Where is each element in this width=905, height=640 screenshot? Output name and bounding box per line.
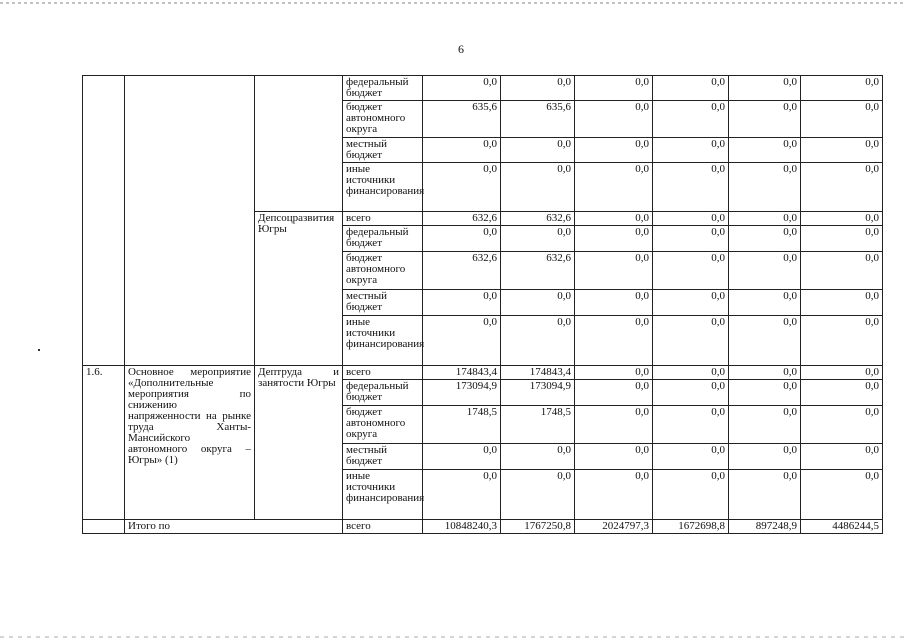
value-cell: 0,0 [575,163,653,212]
value-cell: 0,0 [801,101,883,138]
scan-bottom-edge [0,636,905,638]
value-cell: 0,0 [653,444,729,470]
value-cell: 0,0 [801,226,883,252]
value-cell: 0,0 [801,444,883,470]
value-cell: 1672698,8 [653,520,729,534]
source-cell: иные источники финансирования [343,316,423,366]
value-cell: 0,0 [501,316,575,366]
measure-cell [125,76,255,366]
value-cell: 1748,5 [501,406,575,444]
page-number: 6 [458,42,464,56]
source-cell: бюджет автономного округа [343,406,423,444]
source-cell: местный бюджет [343,444,423,470]
value-cell: 0,0 [653,380,729,406]
value-cell: 0,0 [729,226,801,252]
budget-table [82,75,883,534]
value-cell: 2024797,3 [575,520,653,534]
value-cell: 0,0 [729,470,801,520]
value-cell: 0,0 [729,101,801,138]
value-cell: 0,0 [729,212,801,226]
value-cell: 0,0 [653,76,729,101]
value-cell: 0,0 [729,406,801,444]
value-cell: 0,0 [575,316,653,366]
value-cell: 0,0 [801,290,883,316]
value-cell: 0,0 [575,138,653,163]
value-cell: 0,0 [729,380,801,406]
value-cell: 0,0 [801,316,883,366]
source-cell: бюджет автономного округа [343,101,423,138]
source-cell: иные источники финансирования [343,163,423,212]
value-cell: 0,0 [501,470,575,520]
scan-speck [38,349,40,351]
value-cell: 0,0 [423,470,501,520]
value-cell: 1767250,8 [501,520,575,534]
value-cell: 0,0 [501,290,575,316]
value-cell: 632,6 [423,252,501,290]
value-cell: 0,0 [801,470,883,520]
source-cell: местный бюджет [343,138,423,163]
value-cell: 0,0 [801,380,883,406]
value-cell: 0,0 [729,163,801,212]
value-cell: 0,0 [423,444,501,470]
value-cell: 0,0 [575,101,653,138]
row-number-cell [83,520,125,534]
row-number-cell [83,76,125,366]
value-cell: 0,0 [801,163,883,212]
value-cell: 0,0 [423,226,501,252]
value-cell: 0,0 [729,290,801,316]
table-row [83,76,883,101]
value-cell: 0,0 [423,76,501,101]
source-cell: иные источники финансирования [343,470,423,520]
value-cell: 0,0 [653,226,729,252]
value-cell: 0,0 [575,212,653,226]
executor-cell: Депсоцразвития Югры [255,212,343,366]
value-cell: 0,0 [423,316,501,366]
total-label: Итого по [125,520,343,534]
value-cell: 0,0 [653,138,729,163]
value-cell: 0,0 [801,406,883,444]
value-cell: 10848240,3 [423,520,501,534]
value-cell: 0,0 [575,380,653,406]
value-cell: 0,0 [801,138,883,163]
value-cell: 0,0 [729,444,801,470]
value-cell: 0,0 [575,252,653,290]
value-cell: 0,0 [729,316,801,366]
value-cell: 632,6 [501,252,575,290]
value-cell: 0,0 [653,290,729,316]
value-cell: 0,0 [575,226,653,252]
total-row [83,520,883,534]
source-cell: всего [343,366,423,380]
value-cell: 0,0 [801,76,883,101]
row-number-cell: 1.6. [83,366,125,520]
value-cell: 0,0 [501,226,575,252]
value-cell: 0,0 [653,406,729,444]
value-cell: 0,0 [423,290,501,316]
value-cell: 0,0 [729,138,801,163]
scan-top-edge [0,2,905,4]
value-cell: 0,0 [423,138,501,163]
value-cell: 4486244,5 [801,520,883,534]
value-cell: 0,0 [653,252,729,290]
value-cell: 0,0 [801,212,883,226]
source-cell: федеральный бюджет [343,226,423,252]
value-cell: 897248,9 [729,520,801,534]
value-cell: 0,0 [575,406,653,444]
value-cell: 173094,9 [423,380,501,406]
value-cell: 0,0 [653,101,729,138]
value-cell: 0,0 [729,366,801,380]
value-cell: 635,6 [423,101,501,138]
value-cell: 0,0 [801,366,883,380]
value-cell: 0,0 [653,163,729,212]
value-cell: 632,6 [501,212,575,226]
value-cell: 0,0 [423,163,501,212]
table-row [83,366,883,380]
value-cell: 635,6 [501,101,575,138]
value-cell: 0,0 [575,444,653,470]
value-cell: 632,6 [423,212,501,226]
value-cell: 174843,4 [501,366,575,380]
source-cell: федеральный бюджет [343,380,423,406]
value-cell: 0,0 [501,163,575,212]
value-cell: 0,0 [501,444,575,470]
executor-cell [255,76,343,212]
value-cell: 0,0 [653,316,729,366]
value-cell: 174843,4 [423,366,501,380]
value-cell: 0,0 [575,366,653,380]
value-cell: 0,0 [729,252,801,290]
value-cell: 0,0 [575,470,653,520]
value-cell: 0,0 [653,470,729,520]
source-cell: всего [343,520,423,534]
value-cell: 0,0 [501,76,575,101]
value-cell: 173094,9 [501,380,575,406]
source-cell: всего [343,212,423,226]
value-cell: 0,0 [801,252,883,290]
value-cell: 1748,5 [423,406,501,444]
source-cell: федеральный бюджет [343,76,423,101]
value-cell: 0,0 [729,76,801,101]
value-cell: 0,0 [575,290,653,316]
source-cell: бюджет автономного округа [343,252,423,290]
value-cell: 0,0 [501,138,575,163]
measure-cell: Основное мероприятие «Дополнительные мероприятия по снижению напряженности на рынке труда Ханты-Мансийского автономного округа – Югры» (1) [125,366,255,520]
value-cell: 0,0 [575,76,653,101]
executor-cell: Дептруда и занятости Югры [255,366,343,520]
value-cell: 0,0 [653,212,729,226]
value-cell: 0,0 [653,366,729,380]
source-cell: местный бюджет [343,290,423,316]
